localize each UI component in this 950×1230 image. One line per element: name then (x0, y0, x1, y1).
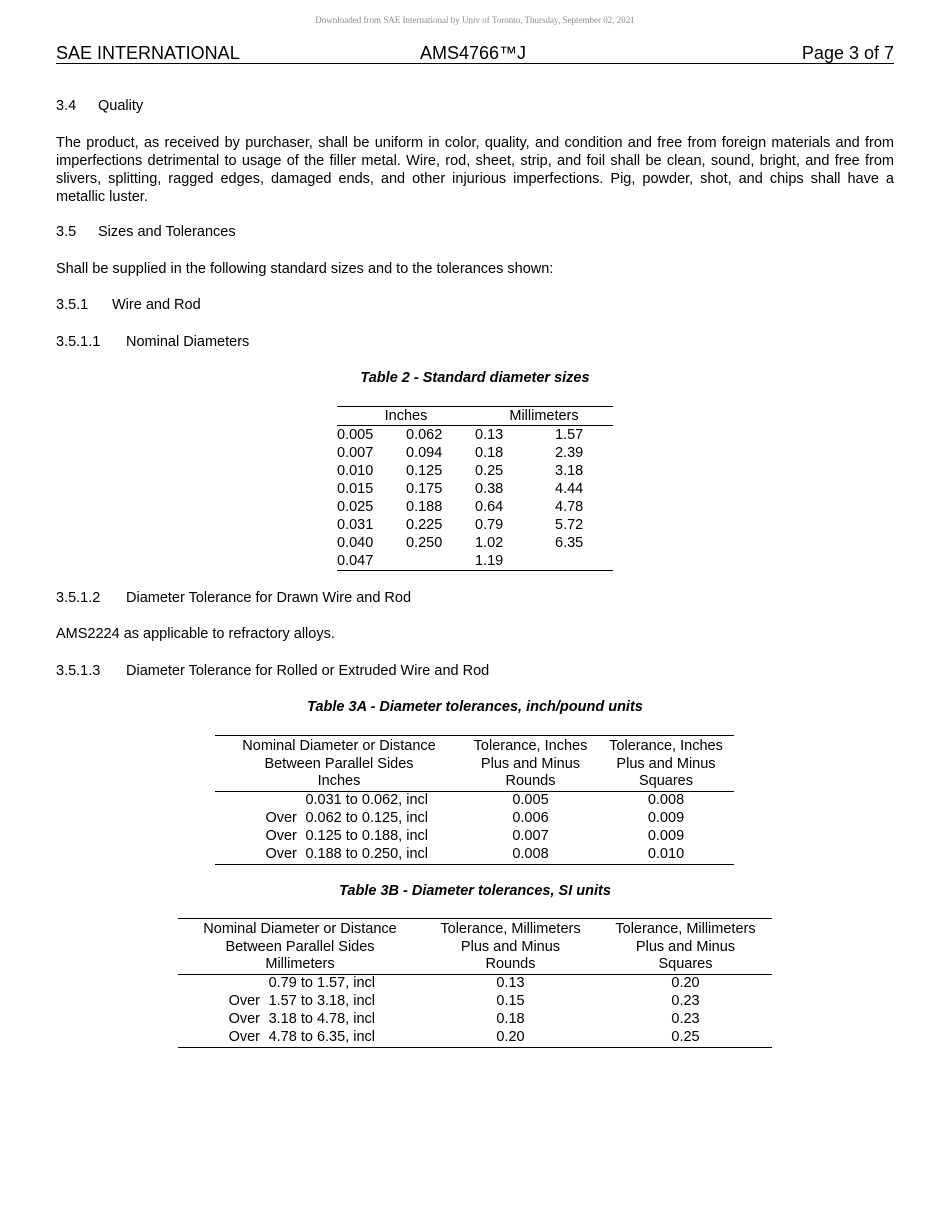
column-header-tolerance-rounds (422, 919, 599, 975)
column-header-inches: Inches (337, 407, 475, 426)
table-row (337, 426, 613, 445)
table-cell: 0.005 (337, 427, 374, 443)
table-row (215, 791, 734, 810)
table-cell: 0.15 (496, 992, 525, 1009)
table-cell (215, 828, 463, 846)
header-publisher: SAE INTERNATIONAL (56, 43, 240, 63)
table-cell: 0.006 (512, 809, 549, 826)
column-header-tolerance-squares (599, 919, 772, 975)
range-value: 0.188 to 0.250, incl (305, 845, 428, 862)
table-cell: 0.015 (337, 481, 374, 497)
table-cell: 0.009 (647, 809, 685, 826)
table-cell: 0.007 (512, 827, 549, 844)
section-number: 3.5 (56, 224, 77, 240)
table-row (337, 462, 613, 480)
header-line: Tolerance, Inches (473, 738, 588, 754)
table-2-standard-diameters (337, 406, 613, 571)
header-line: Nominal Diameter or Distance (203, 921, 397, 937)
table-3a-caption: Table 3A - Diameter tolerances, inch/pound units (307, 699, 643, 715)
range-value: 0.79 to 1.57, incl (268, 974, 375, 991)
range-value: 0.031 to 0.062, incl (305, 791, 428, 808)
header-line: Rounds (505, 773, 556, 789)
table-cell: 3.18 (555, 463, 584, 479)
table-row (337, 516, 613, 534)
download-watermark: Downloaded from SAE International by Univ of Toronto, Thursday, September 02, 2021 (315, 15, 635, 25)
table-cell: 0.008 (647, 791, 685, 808)
column-header-nominal-diameter (215, 736, 463, 792)
header-line: Plus and Minus (616, 755, 716, 772)
header-line: Plus and Minus (480, 755, 581, 772)
table-2-caption: Table 2 - Standard diameter sizes (360, 370, 590, 386)
table-row (337, 498, 613, 516)
column-header-tolerance-squares (598, 736, 734, 792)
over-label: Over (228, 1028, 260, 1045)
table-cell: 0.250 (406, 535, 443, 551)
over-label: Over (228, 992, 260, 1009)
table-row (337, 534, 613, 552)
header-doc-number: AMS4766™J (420, 43, 527, 63)
column-header-millimeters: Millimeters (475, 407, 613, 426)
range-value: 1.57 to 3.18, incl (268, 992, 375, 1009)
table-cell: 0.79 (475, 517, 504, 533)
table-cell: 0.009 (647, 827, 685, 844)
header-line: Plus and Minus (460, 938, 561, 955)
table-row (178, 1029, 772, 1048)
table-cell: 0.025 (337, 499, 374, 515)
table-row (215, 846, 734, 865)
table-cell (215, 846, 463, 865)
table-row (215, 828, 734, 846)
table-cell (178, 993, 422, 1011)
table-cell: 0.007 (337, 445, 374, 461)
section-3-4-heading (56, 98, 143, 114)
table-row (337, 480, 613, 498)
section-number: 3.5.1.1 (56, 334, 101, 350)
range-value: 0.062 to 0.125, incl (305, 809, 428, 826)
column-header-nominal-diameter (178, 919, 422, 975)
section-3-5-1-1-heading (56, 334, 249, 350)
table-cell: 0.64 (475, 499, 504, 515)
section-3-5-1-3-heading (56, 663, 489, 679)
header-line: Tolerance, Inches (609, 738, 723, 754)
section-title: Quality (98, 98, 144, 114)
header-page-number: Page 3 of 7 (801, 43, 894, 63)
table-cell (544, 552, 613, 571)
table-row (215, 810, 734, 828)
header-line: Between Parallel Sides (264, 755, 414, 772)
table-cell: 0.062 (406, 427, 443, 443)
table-cell (215, 791, 463, 810)
header-line: Rounds (485, 956, 536, 972)
table-cell: 0.010 (337, 463, 374, 479)
section-3-5-1-2-paragraph: AMS2224 as applicable to refractory alloys. (56, 626, 335, 642)
table-row (178, 974, 772, 993)
section-title: Sizes and Tolerances (98, 224, 236, 240)
table-cell: 0.005 (512, 791, 549, 808)
section-number: 3.5.1.3 (56, 663, 101, 679)
table-row (337, 444, 613, 462)
table-cell: 0.18 (496, 1010, 525, 1027)
table-cell: 0.18 (475, 445, 504, 461)
section-title: Nominal Diameters (126, 334, 250, 350)
header-line: Plus and Minus (635, 938, 736, 955)
section-number: 3.5.1.2 (56, 590, 101, 606)
table-cell: 0.20 (671, 974, 700, 991)
header-line: Nominal Diameter or Distance (242, 738, 436, 754)
table-cell: 0.225 (406, 517, 443, 533)
table-cell: 0.25 (475, 463, 504, 479)
table-cell: 4.44 (555, 481, 584, 497)
table-cell: 0.008 (512, 845, 549, 862)
over-label: Over (265, 845, 297, 862)
table-cell: 0.38 (475, 481, 504, 497)
section-title: Diameter Tolerance for Rolled or Extruded Wire and Rod (126, 663, 490, 679)
table-cell: 6.35 (555, 535, 584, 551)
table-cell (178, 974, 422, 993)
section-title: Diameter Tolerance for Drawn Wire and Rod (126, 590, 412, 606)
table-cell: 1.57 (555, 427, 584, 443)
section-3-4-paragraph: The product, as received by purchaser, shall be uniform in color, quality, and condition and free from foreign materials and from imperfections detrimental to usage of the filler metal. Wire, rod, sheet, strip, and foil shall be clean, sound, bright, and free from slivers, splitting, ragged edges, damaged ends, and other injurious imperfections. Pig, powder, shot, and chips shall have a metallic luster. (56, 135, 894, 205)
header-line: Between Parallel Sides (225, 938, 375, 955)
table-cell: 0.23 (671, 992, 700, 1009)
header-rule (56, 63, 894, 64)
section-3-5-heading (56, 224, 236, 240)
table-header-row (337, 407, 613, 426)
over-label: Over (265, 809, 297, 826)
header-line: Tolerance, Millimeters (615, 921, 756, 937)
table-cell: 0.047 (337, 553, 374, 569)
table-cell: 5.72 (555, 517, 584, 533)
table-cell: 1.19 (475, 553, 504, 569)
table-cell: 1.02 (475, 535, 504, 551)
table-cell: 4.78 (555, 499, 584, 515)
table-cell: 0.040 (337, 535, 374, 551)
header-line: Squares (658, 956, 713, 972)
table-cell: 0.031 (337, 517, 374, 533)
table-row (178, 1011, 772, 1029)
table-cell (215, 810, 463, 828)
section-3-5-paragraph: Shall be supplied in the following standard sizes and to the tolerances shown: (56, 261, 554, 277)
section-number: 3.4 (56, 98, 77, 114)
section-3-5-1-heading (56, 297, 201, 313)
table-cell: 0.188 (406, 499, 443, 515)
table-cell (178, 1011, 422, 1029)
table-cell: 0.13 (475, 427, 504, 443)
section-3-5-1-2-heading (56, 590, 411, 606)
header-line: Tolerance, Millimeters (440, 921, 581, 937)
table-header-row (215, 736, 734, 792)
range-value: 4.78 to 6.35, incl (268, 1028, 375, 1045)
section-number: 3.5.1 (56, 297, 89, 313)
table-cell: 0.175 (406, 481, 443, 497)
table-header-row (178, 919, 772, 975)
table-row (337, 552, 613, 571)
table-cell: 0.010 (647, 845, 685, 862)
table-cell: 2.39 (555, 445, 584, 461)
table-cell: 0.13 (496, 974, 525, 991)
column-header-tolerance-rounds (463, 736, 598, 792)
table-3a-inch-tolerances (215, 735, 734, 865)
table-cell (406, 552, 475, 571)
header-line: Inches (317, 773, 361, 789)
table-cell: 0.25 (671, 1028, 700, 1045)
range-value: 3.18 to 4.78, incl (268, 1010, 375, 1027)
table-cell: 0.20 (496, 1028, 525, 1045)
table-3b-si-tolerances (178, 918, 772, 1048)
table-cell (178, 1029, 422, 1048)
range-value: 0.125 to 0.188, incl (305, 827, 428, 844)
over-label: Over (265, 827, 297, 844)
header-line: Millimeters (265, 956, 335, 972)
over-label: Over (228, 1010, 260, 1027)
table-cell: 0.094 (406, 445, 443, 461)
table-cell: 0.23 (671, 1010, 700, 1027)
section-title: Wire and Rod (112, 297, 201, 313)
table-cell: 0.125 (406, 463, 443, 479)
table-row (178, 993, 772, 1011)
table-3b-caption: Table 3B - Diameter tolerances, SI units (339, 883, 611, 899)
header-line: Squares (638, 773, 693, 789)
